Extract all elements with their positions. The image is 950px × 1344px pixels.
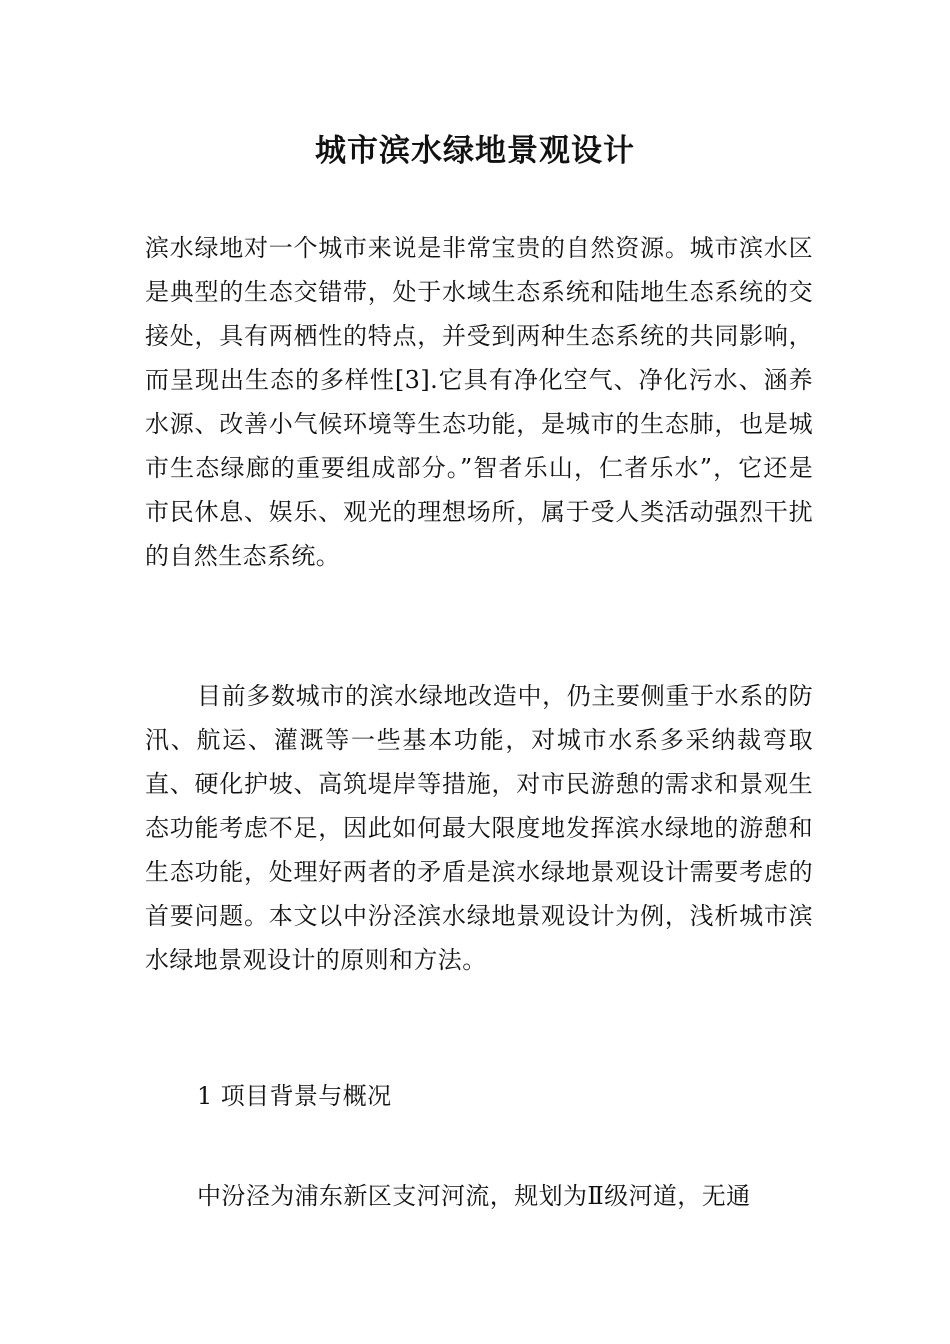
paragraph-current-issues: 目前多数城市的滨水绿地改造中，仍主要侧重于水系的防汛、航运、灌溉等一些基本功能，对城市水系多采纳裁弯取直、硬化护坡、高筑堤岸等措施，对市民游憩的需求和景观生态功能考虑不足，因此如何最大限度地发挥滨水绿地的游憩和生态功能，处理好两者的矛盾是滨水绿地景观设计需要考虑的首要问题。本文以中汾泾滨水绿地景观设计为例，浅析城市滨水绿地景观设计的原则和方法。	[145, 682, 813, 974]
paragraph-project-background: 中汾泾为浦东新区支河河流，规划为Ⅱ级河道，无通	[197, 1182, 751, 1210]
document-title: 城市滨水绿地景观设计	[315, 133, 635, 169]
section-heading: 1 项目背景与概况	[197, 1082, 392, 1110]
paragraph-intro: 滨水绿地对一个城市来说是非常宝贵的自然资源。城市滨水区是典型的生态交错带，处于水域生态系统和陆地生态系统的交接处，具有两栖性的特点，并受到两种生态系统的共同影响，而呈现出生态的多样性[3].它具有净化空气、净化污水、涵养水源、改善小气候环境等生态功能，是城市的生态肺，也是城市生态绿廊的重要组成部分。”智者乐山，仁者乐水”，它还是市民休息、娱乐、观光的理想场所，属于受人类活动强烈干扰的自然生态系统。	[145, 234, 813, 570]
